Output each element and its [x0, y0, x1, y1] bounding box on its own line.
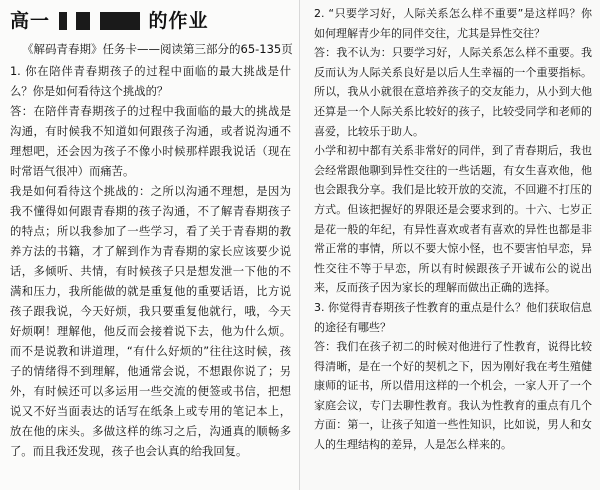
redacted-block	[100, 12, 140, 30]
question-2: 2. “只要学习好，人际关系怎么样不重要”是这样吗？你如何理解青少年的同伴交往，尤其是异性交往？	[314, 7, 592, 40]
answer-2-continued: 小学和初中都有关系非常好的同伴，到了青春期后，我也会经常跟他聊到异性交往的一些话题，有女生喜欢他，他也会跟我分享。我们是比较开放的交流，不回避不打压的方式。但该把握好的界限还是会要求到的。十六、七岁正是花一般的年纪，有异性喜欢或者有喜欢的异性也都是非常正常的事情，所以不要大惊小怪，也不要害怕早恋，异性交往不等于早恋，所以有时候跟孩子开诚布公的说出来，反而孩子因为家长的理解而做出正确的选择。	[314, 144, 592, 295]
title-prefix: 高一	[10, 10, 51, 32]
answer-2: 答：我不认为：只要学习好，人际关系怎么样不重要。我反而认为人际关系良好是以后人生幸福的一个重要指标。所以，我从小就很在意培养孩子的交友能力，从小到大他还算是一个人际关系比较好的孩子，比较受同学和老师的喜爱，比较乐于助人。	[314, 46, 592, 138]
title-suffix: 的作业	[148, 10, 209, 32]
redacted-block	[59, 12, 67, 30]
answer-3: 答：我们在孩子初二的时候对他进行了性教育，说得比较得清晰，是在一个好的契机之下，因为刚好我在考生殖健康师的证书，所以借用这样的一个机会，一家人开了一个家庭会议，专门去聊性教育。我认为性教育的重点有几个方面：第一，让孩子知道一些性知识，比如说，男人和女人的生理结构的差异，人是怎么样来的。	[314, 340, 592, 452]
answer-1-continued: 我是如何看待这个挑战的：之所以沟通不理想，是因为我不懂得如何跟青春期的孩子沟通，不了解青春期孩子的特点；所以我参加了一些学习，看了关于青春期的教养方法的书籍，才了解到作为青春期的家长应该要少说话，多倾听、共情，有时候孩子只是想发泄一下他的不满和压力，我所能做的就是重复他的重要话语，比方说孩子跟我说，今天好烦，我只要重复他就行，哦，今天好烦啊！理解他，他反而会接着说下去，他为什么烦。而不是说教和讲道理，“有什么好烦的”往往这时候，孩子的情绪得不到理解，他通常会说，不想跟你说了；另外，有时候还可以多运用一些交流的便签或书信，把想说又不好当面表达的话写在纸条上或专用的笔记本上，放在他的床头。多做这样的练习之后，沟通真的顺畅多了。而且我还发现，孩子也会认真的给我回复。	[10, 185, 291, 458]
right-page	[300, 0, 600, 490]
redacted-block	[76, 12, 90, 30]
question-3: 3. 你觉得青春期孩子性教育的重点是什么？他们获取信息的途径有哪些？	[314, 300, 592, 334]
answer-1: 答：在陪伴青春期孩子的过程中我面临的最大的挑战是沟通，有时候我不知道如何跟孩子沟通，或者说沟通不理想吧，还会因为孩子不像小时候那样跟我说话（现在时常语气很冲）而痛苦。	[10, 105, 291, 178]
page-title	[10, 8, 291, 34]
question-1: 1. 你在陪伴青春期孩子的过程中面临的最大挑战是什么？你是如何看待这个挑战的？	[10, 65, 291, 98]
task-card-subtitle: 《解码青春期》任务卡——阅读第三部分的65-135页	[22, 42, 293, 56]
